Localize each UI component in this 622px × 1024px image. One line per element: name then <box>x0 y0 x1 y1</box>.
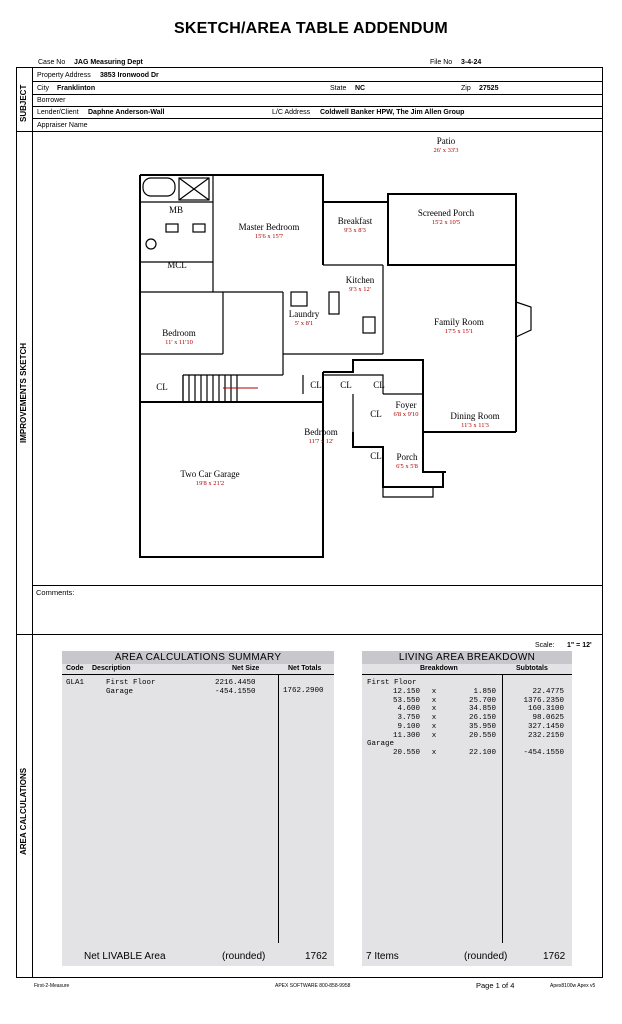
city-value: Franklinton <box>57 85 96 92</box>
breakdown-cell-a: 12.150 <box>392 688 420 696</box>
room-label-mb: MB <box>168 205 184 215</box>
living-area-title: LIVING AREA BREAKDOWN <box>362 651 572 664</box>
scale-value: 1" = 12' <box>567 642 592 649</box>
breakdown-cell-a: 4.600 <box>397 705 420 714</box>
room-dim-bedroom2: 11'7 x 12' <box>308 438 334 445</box>
scale-label: Scale: <box>535 642 555 649</box>
room-dim-master: 15'6 x 15'7 <box>254 233 284 240</box>
breakdown-row <box>362 723 572 732</box>
area-summary-title: AREA CALCULATIONS SUMMARY <box>62 651 334 664</box>
footer-center: APEX SOFTWARE 800-858-9958 <box>275 983 351 989</box>
closet-label: CL <box>373 380 385 390</box>
zip-value: 27525 <box>479 85 499 92</box>
room-dim-screened: 15'2 x 10'5 <box>431 219 461 226</box>
file-no-label: File No <box>430 59 453 66</box>
row-divider <box>32 94 603 95</box>
items-count: 7 Items <box>366 951 399 962</box>
breakdown-cell-a: 20.550 <box>392 749 420 757</box>
room-label-foyer: Foyer <box>395 400 417 410</box>
closet-label: CL <box>340 380 352 390</box>
lc-address-value: Coldwell Banker HPW, The Jim Allen Group <box>320 109 465 116</box>
room-label-master: Master Bedroom <box>238 222 300 232</box>
rounded-label: (rounded) <box>464 951 508 962</box>
floor-plan-sketch <box>33 132 602 587</box>
row-divider <box>32 81 603 82</box>
breakdown-cell-x: x <box>431 696 437 705</box>
breakdown-cell-sub: 1376.2350 <box>523 696 564 705</box>
breakdown-cell-a: 3.750 <box>397 714 420 723</box>
footer-left: First-2-Measure <box>34 983 70 989</box>
room-dim-dining: 11'3 x 11'3 <box>461 422 489 429</box>
section-label-subject: SUBJECT <box>19 84 28 122</box>
room-label-dining: Dining Room <box>450 411 500 421</box>
col-net-size: Net Size <box>232 665 260 672</box>
room-label-porch: Porch <box>396 452 418 462</box>
property-address-value: 3853 Ironwood Dr <box>100 72 159 79</box>
breakdown-cell-sub: -454.1550 <box>523 749 564 757</box>
page-title: SKETCH/AREA TABLE ADDENDUM <box>174 20 448 37</box>
closet-label: CL <box>370 451 382 461</box>
net-livable-value: 1762 <box>305 951 328 962</box>
zip-label: Zip <box>461 85 471 92</box>
breakdown-cell-sub: 232.2150 <box>527 731 564 740</box>
row-divider <box>32 118 603 119</box>
breakdown-cell-b: 34.850 <box>468 705 496 714</box>
appraiser-label: Appraiser Name <box>37 122 88 129</box>
col-code: Code <box>66 665 84 672</box>
property-address-label: Property Address <box>37 72 91 79</box>
col-description: Description <box>92 665 131 672</box>
breakdown-cell-b: 26.150 <box>468 714 496 723</box>
breakdown-cell-x: x <box>431 722 437 731</box>
room-dim-family: 17'5 x 15'1 <box>444 328 474 335</box>
state-label: State <box>330 85 347 92</box>
city-label: City <box>37 85 50 92</box>
section-label-area: AREA CALCULATIONS <box>19 767 28 855</box>
breakdown-cell-b: 1.850 <box>473 688 496 696</box>
room-dim-breakfast: 9'3 x 8'3 <box>344 227 366 234</box>
room-dim-patio: 26' x 33'3 <box>433 147 459 154</box>
breakdown-row <box>362 714 572 723</box>
section-label-sketch: IMPROVEMENTS SKETCH <box>19 342 28 443</box>
living-area-value: 1762 <box>543 951 566 962</box>
col-subtotals: Subtotals <box>516 665 548 672</box>
breakdown-cell-sub: 327.1450 <box>527 722 564 731</box>
room-dim-laundry: 5' x 8'1 <box>294 320 314 327</box>
breakdown-cell-a: 11.300 <box>392 731 420 740</box>
breakdown-cell-sub: 98.0625 <box>532 714 564 723</box>
case-no-value: JAG Measuring Dept <box>74 59 143 66</box>
group-garage: Garage <box>367 740 395 748</box>
breakdown-cell-x: x <box>431 731 437 740</box>
lc-address-label: L/C Address <box>272 109 311 116</box>
group-first-floor: First Floor <box>367 679 417 687</box>
summary-net-sizes: 2216.4450 -454.1550 <box>215 679 256 696</box>
breakdown-cell-b: 20.550 <box>468 731 496 740</box>
room-label-bedroom1: Bedroom <box>162 328 196 338</box>
room-dim-bedroom1: 11' x 11'10 <box>165 339 193 346</box>
room-label-patio: Patio <box>436 136 456 146</box>
breakdown-cell-b: 25.700 <box>468 696 496 705</box>
footer-right: Apex8100w Apex v5 <box>550 983 596 989</box>
comments-divider <box>32 585 603 586</box>
lender-label: Lender/Client <box>37 109 79 116</box>
lender-value: Daphne Anderson-Wall <box>88 109 165 116</box>
room-label-mcl: MCL <box>167 260 187 270</box>
breakdown-row <box>362 749 572 758</box>
breakdown-cell-a: 53.550 <box>392 696 420 705</box>
room-label-bedroom2: Bedroom <box>304 427 338 437</box>
room-dim-kitchen: 9'3 x 12' <box>349 286 371 293</box>
page-number: Page 1 of 4 <box>476 981 515 990</box>
row-divider <box>32 106 603 107</box>
breakdown-cell-sub: 160.3100 <box>527 705 564 714</box>
breakdown-cell-sub: 22.4775 <box>532 688 564 696</box>
breakdown-cell-x: x <box>431 705 437 714</box>
breakdown-cell-a: 9.100 <box>397 722 420 731</box>
area-summary-panel <box>62 651 334 966</box>
breakdown-cell-x: x <box>431 714 437 723</box>
living-area-panel <box>362 651 572 966</box>
breakdown-cell-b: 22.100 <box>468 749 496 757</box>
closet-label: CL <box>370 409 382 419</box>
column-divider <box>278 675 279 943</box>
room-dim-foyer: 6'8 x 9'10 <box>393 411 419 418</box>
case-no-label: Case No <box>38 59 66 66</box>
breakdown-row <box>362 705 572 714</box>
room-label-garage: Two Car Garage <box>180 469 240 479</box>
room-label-kitchen: Kitchen <box>345 275 375 285</box>
summary-code: GLA1 <box>66 679 85 687</box>
room-label-family: Family Room <box>434 317 484 327</box>
room-label-breakfast: Breakfast <box>337 216 373 226</box>
breakdown-row <box>362 697 572 706</box>
room-dim-porch: 6'5 x 5'8 <box>396 463 418 470</box>
net-livable-label: Net LIVABLE Area <box>84 951 166 962</box>
summary-descriptions: First Floor Garage <box>106 679 156 696</box>
col-breakdown: Breakdown <box>420 665 458 672</box>
breakdown-row <box>362 688 572 697</box>
state-value: NC <box>355 85 366 92</box>
borrower-label: Borrower <box>37 97 66 104</box>
breakdown-cell-x: x <box>431 688 437 696</box>
col-net-totals: Net Totals <box>288 665 322 672</box>
summary-net-total: 1762.2900 <box>283 687 324 695</box>
room-dim-garage: 19'8 x 21'2 <box>195 480 225 487</box>
room-label-laundry: Laundry <box>288 309 320 319</box>
room-label-screened: Screened Porch <box>417 208 475 218</box>
rounded-label: (rounded) <box>222 951 266 962</box>
comments-label: Comments: <box>36 588 75 597</box>
file-no-value: 3-4-24 <box>461 59 482 66</box>
closet-label: CL <box>156 382 168 392</box>
breakdown-cell-x: x <box>431 749 437 757</box>
section-divider <box>16 634 603 635</box>
closet-label: CL <box>310 380 322 390</box>
breakdown-cell-b: 35.950 <box>468 722 496 731</box>
